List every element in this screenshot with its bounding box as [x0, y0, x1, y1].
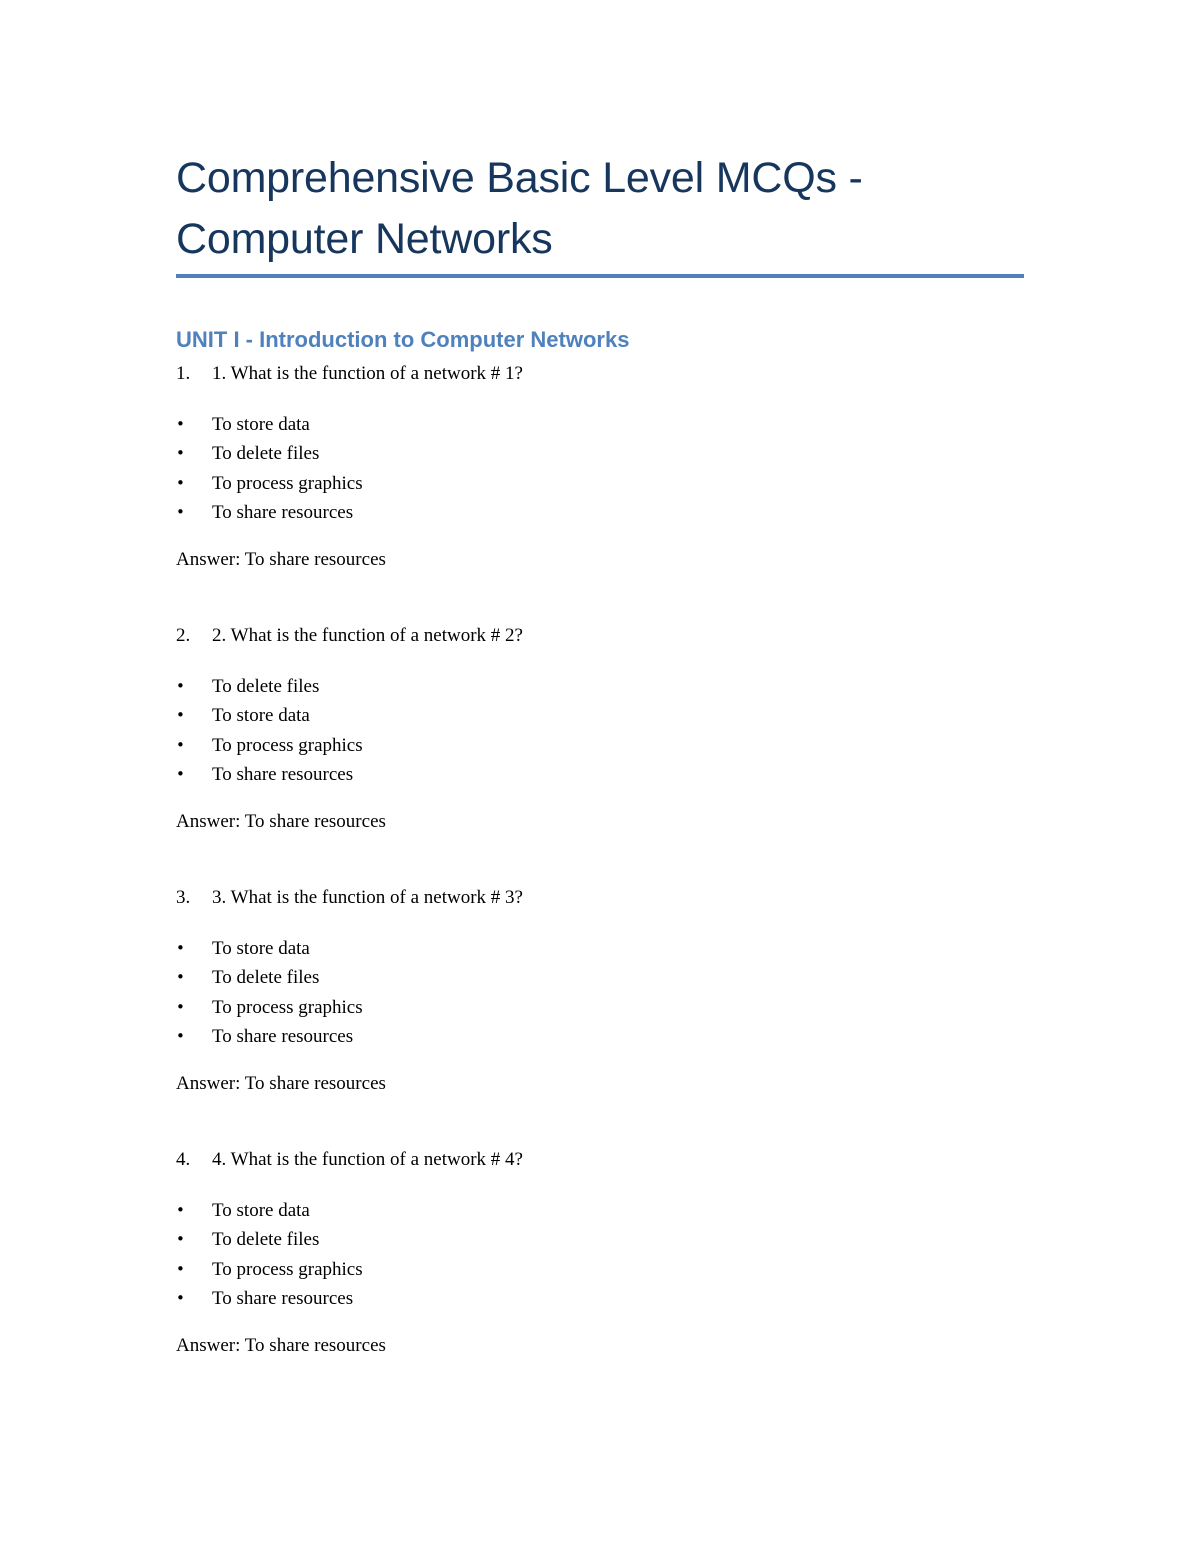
option-item [176, 701, 1024, 730]
question-block [176, 1147, 1024, 1359]
option-item [176, 1225, 1024, 1254]
option-text: To store data [212, 705, 310, 727]
option-item [176, 1196, 1024, 1225]
question-block [176, 623, 1024, 835]
bullet-icon: • [176, 677, 185, 695]
question-number: 4. [176, 1149, 191, 1170]
question-text: 2. What is the function of a network # 2? [212, 625, 523, 646]
options-list [176, 934, 1024, 1051]
question-text: 1. What is the function of a network # 1? [212, 363, 523, 384]
question-line [176, 1147, 1024, 1173]
bullet-icon: • [176, 1259, 185, 1278]
bullet-icon: • [176, 1026, 185, 1045]
bullet-icon: • [176, 735, 185, 754]
option-item [176, 1022, 1024, 1051]
question-text: 4. What is the function of a network # 4? [212, 1149, 523, 1170]
bullet-icon: • [176, 706, 185, 725]
option-text: To delete files [212, 967, 320, 989]
question-block [176, 361, 1024, 573]
bullet-icon: • [176, 1201, 185, 1219]
option-item [176, 993, 1024, 1022]
answer-text: Answer: To share resources [176, 549, 386, 571]
option-item [176, 1284, 1024, 1313]
document-page [176, 148, 1024, 1357]
bullet-icon: • [176, 444, 185, 463]
option-item [176, 760, 1024, 789]
bullet-icon: • [176, 939, 185, 957]
option-item [176, 934, 1024, 963]
option-item [176, 439, 1024, 468]
answer-text: Answer: To share resources [176, 1073, 386, 1095]
options-list [176, 1196, 1024, 1313]
options-list [176, 672, 1024, 789]
option-item [176, 410, 1024, 439]
answer-text: Answer: To share resources [176, 811, 386, 833]
bullet-icon: • [176, 473, 185, 492]
question-number: 3. [176, 887, 191, 908]
option-text: To store data [212, 938, 310, 959]
unit-heading: UNIT I - Introduction to Computer Networks [176, 327, 630, 352]
option-text: To share resources [212, 763, 354, 785]
option-item [176, 731, 1024, 760]
options-list [176, 410, 1024, 527]
question-text: 3. What is the function of a network # 3? [212, 887, 523, 908]
bullet-icon: • [176, 997, 185, 1016]
bullet-icon: • [176, 502, 185, 521]
option-text: To process graphics [212, 1258, 363, 1280]
bullet-icon: • [176, 1230, 185, 1249]
option-text: To share resources [212, 501, 354, 523]
question-line [176, 361, 1024, 387]
option-text: To delete files [212, 443, 320, 465]
option-text: To store data [212, 414, 310, 435]
option-item [176, 469, 1024, 498]
option-text: To store data [212, 1200, 310, 1221]
option-item [176, 963, 1024, 992]
option-text: To share resources [212, 1287, 354, 1309]
question-number: 2. [176, 625, 191, 646]
bullet-icon: • [176, 1288, 185, 1307]
title-line-2: Computer Networks [176, 215, 553, 263]
question-block [176, 885, 1024, 1097]
option-text: To delete files [212, 676, 320, 697]
question-number: 1. [176, 363, 191, 384]
bullet-icon: • [176, 764, 185, 783]
option-text: To delete files [212, 1229, 320, 1251]
option-text: To share resources [212, 1025, 354, 1047]
document-title [176, 148, 1024, 270]
answer-text: Answer: To share resources [176, 1335, 386, 1357]
question-line [176, 623, 1024, 649]
option-text: To process graphics [212, 734, 363, 756]
bullet-icon: • [176, 415, 185, 433]
option-item [176, 498, 1024, 527]
title-underline-rule [176, 274, 1024, 278]
option-text: To process graphics [212, 996, 363, 1018]
title-line-1: Comprehensive Basic Level MCQs - [176, 154, 863, 202]
option-item [176, 672, 1024, 701]
question-line [176, 885, 1024, 911]
option-text: To process graphics [212, 472, 363, 494]
option-item [176, 1255, 1024, 1284]
bullet-icon: • [176, 968, 185, 987]
